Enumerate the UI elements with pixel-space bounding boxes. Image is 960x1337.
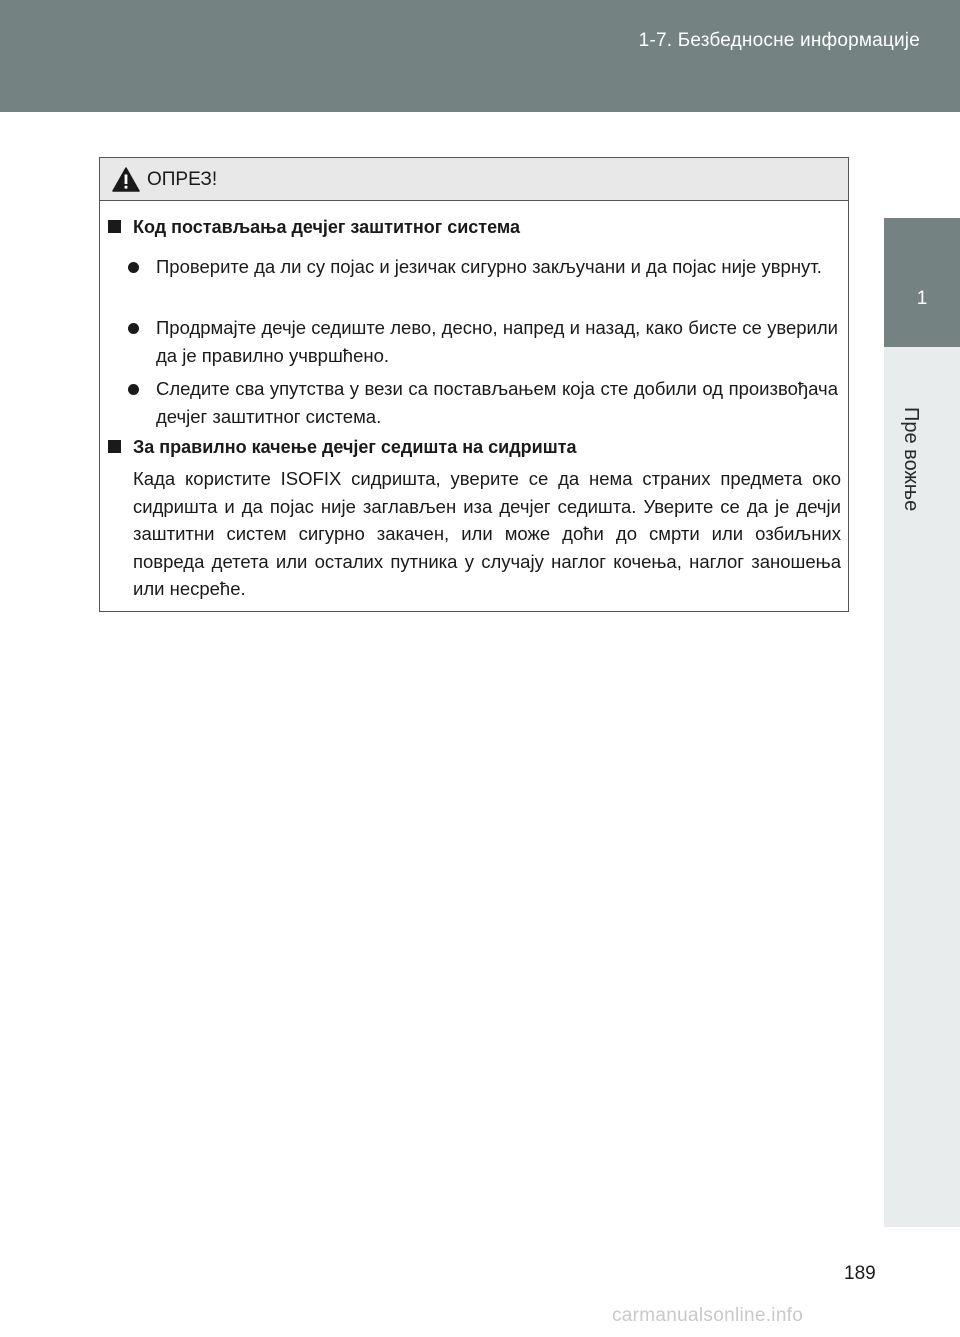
caution-box <box>99 157 849 612</box>
warning-triangle-icon <box>112 167 140 192</box>
bullet-dot-icon <box>128 384 139 395</box>
section-heading-text: За правилно качење дечјег седишта на сидришта <box>133 437 577 457</box>
section-title: 1-7. Безбедносне информације <box>638 30 920 51</box>
list-item <box>128 375 838 431</box>
section-heading-text: Код постављања дечјег заштитног система <box>133 217 520 237</box>
page-number: 189 <box>844 1263 876 1284</box>
section-heading <box>108 437 577 458</box>
page-header <box>0 0 960 112</box>
chapter-number: 1 <box>916 288 928 309</box>
bullet-dot-icon <box>128 262 139 273</box>
chapter-tab-label-area <box>884 347 960 1227</box>
section-heading <box>108 217 520 238</box>
caution-header <box>100 158 848 201</box>
square-bullet-icon <box>108 440 121 453</box>
bullet-dot-icon <box>128 323 139 334</box>
list-item <box>128 253 838 281</box>
chapter-tab <box>884 218 960 347</box>
list-item-text: Продрмајте дечје седиште лево, десно, напред и назад, како бисте се уверили да је правилно учвршћено. <box>156 317 838 366</box>
chapter-label: Пре вожње <box>900 407 922 512</box>
list-item-text: Проверите да ли су појас и језичак сигурно закључани и да појас није уврнут. <box>156 256 822 277</box>
caution-title: ОПРЕЗ! <box>147 169 218 190</box>
square-bullet-icon <box>108 220 121 233</box>
section-paragraph: Када користите ISOFIX сидришта, уверите се да нема страних предмета око сидришта и да појас није заглављен иза дечјег седишта. Уверите се да је дечји заштитни систем сигурно закачен, или може доћи до смрти или озбиљних повреда детета или осталих путника у случају наглог кочења, наглог заношења или несреће. <box>133 468 841 599</box>
watermark: carmanualsonline.info <box>612 1305 804 1326</box>
list-item-text: Следите сва упутства у вези са постављањем која сте добили од произвођача дечјег заштитног система. <box>156 378 838 427</box>
list-item <box>128 314 838 370</box>
